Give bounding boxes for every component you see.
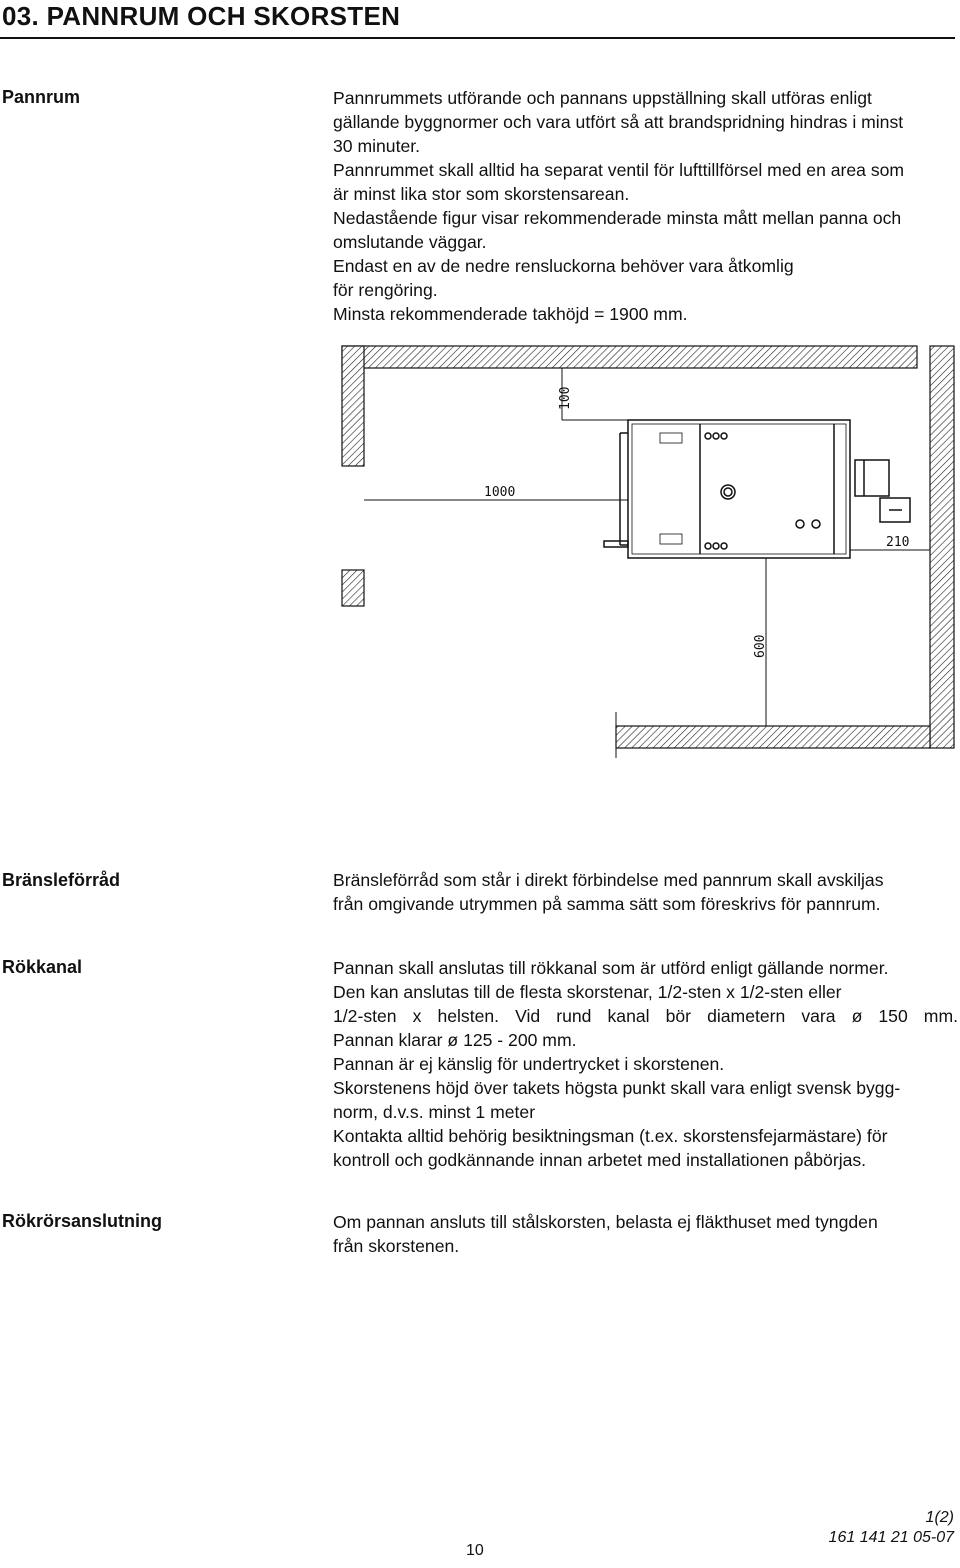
page-title: 03. PANNRUM OCH SKORSTEN <box>2 1 401 31</box>
text-line: kontroll och godkännande innan arbetet med installationen påbörjas. <box>333 1150 867 1170</box>
page-number: 10 <box>466 1542 484 1559</box>
page-count: 1(2) <box>925 1509 954 1526</box>
text-line: norm, d.v.s. minst 1 meter <box>333 1102 536 1122</box>
text-line: Minsta rekommenderade takhöjd = 1900 mm. <box>333 304 688 324</box>
text-line: omslutande väggar. <box>333 232 487 252</box>
text-line: Bränsleförråd som står i direkt förbindelse med pannrum skall avskiljas <box>333 870 884 890</box>
text-line: Nedastående figur visar rekommenderade minsta mått mellan panna och <box>333 208 902 228</box>
text-line: gällande byggnormer och vara utfört så att brandspridning hindras i minst <box>333 112 904 132</box>
section-label-pannrum: Pannrum <box>2 87 81 107</box>
boiler-room-plan-diagram <box>320 338 960 768</box>
section-text-rokrorsanslutning <box>333 1210 958 1258</box>
document-reference <box>754 1508 954 1548</box>
text-line: Skorstenens höjd över takets högsta punkt skall vara enligt svensk bygg- <box>333 1078 901 1098</box>
section-label-rokkanal: Rökkanal <box>2 957 83 977</box>
text-line: 1/2-sten x helsten. Vid rund kanal bör diametern vara ø 150 mm. <box>333 1006 958 1026</box>
text-line: Pannrummets utförande och pannans uppställning skall utföras enligt <box>333 88 872 108</box>
text-line: 30 minuter. <box>333 136 421 156</box>
text-line: Kontakta alltid behörig besiktningsman (t.ex. skorstensfejarmästare) för <box>333 1126 888 1146</box>
text-line: Pannrummet skall alltid ha separat ventil för lufttillförsel med en area som <box>333 160 905 180</box>
text-line: Pannan skall anslutas till rökkanal som är utförd enligt gällande normer. <box>333 958 889 978</box>
text-line: Pannan klarar ø 125 - 200 mm. <box>333 1030 577 1050</box>
title-divider <box>0 37 955 39</box>
section-text-pannrum <box>333 86 958 326</box>
text-line: från skorstenen. <box>333 1236 460 1256</box>
section-label-rokrorsanslutning: Rökrörsanslutning <box>2 1211 163 1231</box>
dimension-label-front: 600 <box>753 634 768 658</box>
text-line: är minst lika stor som skorstensarean. <box>333 184 630 204</box>
document-id: 161 141 21 05-07 <box>828 1529 954 1546</box>
dimension-label-right: 210 <box>886 535 910 550</box>
text-line: för rengöring. <box>333 280 438 300</box>
dimension-lines <box>364 368 930 758</box>
dimension-label-left: 1000 <box>484 485 516 500</box>
room-walls <box>342 346 954 748</box>
text-line: från omgivande utrymmen på samma sätt som föreskrivs för pannrum. <box>333 894 881 914</box>
boiler-outline <box>604 420 910 558</box>
text-line: Endast en av de nedre rensluckorna behöver vara åtkomlig <box>333 256 794 276</box>
section-text-rokkanal <box>333 956 958 1172</box>
text-line: Pannan är ej känslig för undertrycket i skorstenen. <box>333 1054 725 1074</box>
text-line: Den kan anslutas till de flesta skorstenar, 1/2-sten x 1/2-sten eller <box>333 982 842 1002</box>
dimension-label-top: 100 <box>558 386 573 410</box>
text-line: Om pannan ansluts till stålskorsten, belasta ej fläkthuset med tyngden <box>333 1212 878 1232</box>
section-label-bransleforrad: Bränsleförråd <box>2 870 121 890</box>
section-text-bransleforrad <box>333 868 958 916</box>
